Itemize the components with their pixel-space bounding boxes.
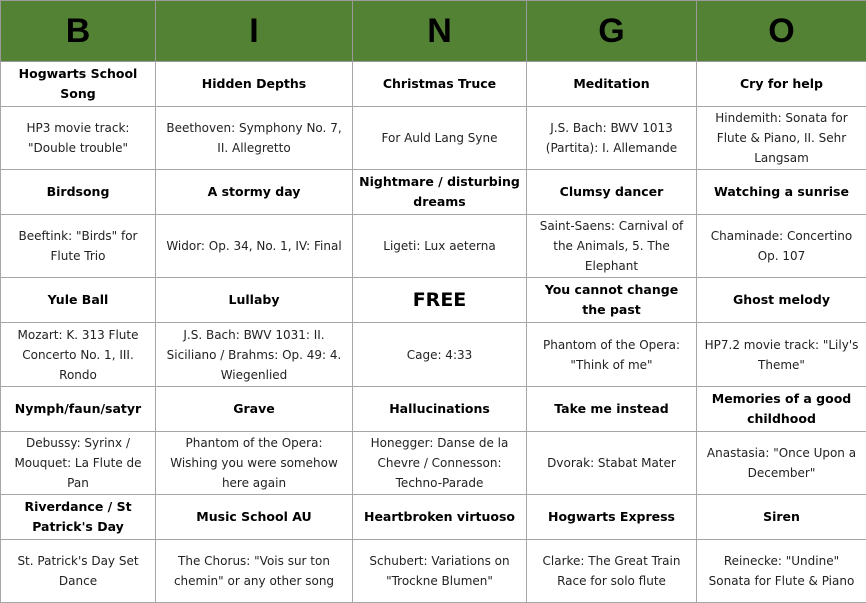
prompt-row-4 <box>1 386 866 431</box>
answer-row-1 <box>1 107 866 170</box>
prompt-cell[interactable]: Birdsong <box>1 170 156 215</box>
answer-row-5 <box>1 539 866 602</box>
answer-cell[interactable]: J.S. Bach: BWV 1013 (Partita): I. Allemande <box>527 107 697 170</box>
answer-cell[interactable]: Mozart: K. 313 Flute Concerto No. 1, III. Rondo <box>1 323 156 386</box>
prompt-row-1 <box>1 62 866 107</box>
prompt-cell[interactable]: Riverdance / St Patrick's Day <box>1 494 156 539</box>
answer-row-3 <box>1 323 866 386</box>
answer-cell[interactable]: J.S. Bach: BWV 1031: II. Siciliano / Brahms: Op. 49: 4. Wiegenlied <box>156 323 353 386</box>
answer-cell[interactable]: Honegger: Danse de la Chevre / Connesson: Techno-Parade <box>353 431 527 494</box>
answer-cell[interactable]: Clarke: The Great Train Race for solo flute <box>527 539 697 602</box>
header-letter-b: B <box>1 1 156 62</box>
prompt-cell[interactable]: Christmas Truce <box>353 62 527 107</box>
prompt-cell[interactable]: Yule Ball <box>1 278 156 323</box>
answer-cell[interactable]: Anastasia: "Once Upon a December" <box>697 431 866 494</box>
header-row <box>1 1 866 62</box>
prompt-cell[interactable]: Hogwarts School Song <box>1 62 156 107</box>
header-letter-o: O <box>697 1 866 62</box>
answer-row-2 <box>1 215 866 278</box>
answer-cell[interactable]: Phantom of the Opera: Wishing you were somehow here again <box>156 431 353 494</box>
prompt-cell[interactable]: Memories of a good childhood <box>697 386 866 431</box>
prompt-cell[interactable]: Hogwarts Express <box>527 494 697 539</box>
answer-cell[interactable]: Hindemith: Sonata for Flute & Piano, II. Sehr Langsam <box>697 107 866 170</box>
prompt-cell[interactable]: Meditation <box>527 62 697 107</box>
answer-cell[interactable]: Reinecke: "Undine" Sonata for Flute & Piano <box>697 539 866 602</box>
prompt-cell[interactable]: Heartbroken virtuoso <box>353 494 527 539</box>
prompt-cell[interactable]: You cannot change the past <box>527 278 697 323</box>
answer-cell[interactable]: HP7.2 movie track: "Lily's Theme" <box>697 323 866 386</box>
answer-cell[interactable]: Chaminade: Concertino Op. 107 <box>697 215 866 278</box>
prompt-cell[interactable]: Lullaby <box>156 278 353 323</box>
prompt-cell[interactable]: Hidden Depths <box>156 62 353 107</box>
answer-cell[interactable]: Cage: 4:33 <box>353 323 527 386</box>
free-space-cell[interactable]: FREE <box>353 278 527 323</box>
answer-row-4 <box>1 431 866 494</box>
answer-cell[interactable]: Dvorak: Stabat Mater <box>527 431 697 494</box>
header-letter-g: G <box>527 1 697 62</box>
prompt-cell[interactable]: A stormy day <box>156 170 353 215</box>
answer-cell[interactable]: Beethoven: Symphony No. 7, II. Allegretto <box>156 107 353 170</box>
prompt-cell[interactable]: Ghost melody <box>697 278 866 323</box>
answer-cell[interactable]: Debussy: Syrinx / Mouquet: La Flute de Pan <box>1 431 156 494</box>
prompt-row-5 <box>1 494 866 539</box>
prompt-row-2 <box>1 170 866 215</box>
answer-cell[interactable]: Phantom of the Opera: "Think of me" <box>527 323 697 386</box>
answer-cell[interactable]: Widor: Op. 34, No. 1, IV: Final <box>156 215 353 278</box>
answer-cell[interactable]: Saint-Saens: Carnival of the Animals, 5. The Elephant <box>527 215 697 278</box>
prompt-cell[interactable]: Clumsy dancer <box>527 170 697 215</box>
header-letter-i: I <box>156 1 353 62</box>
prompt-cell[interactable]: Cry for help <box>697 62 866 107</box>
answer-cell[interactable]: St. Patrick's Day Set Dance <box>1 539 156 602</box>
answer-cell[interactable]: Ligeti: Lux aeterna <box>353 215 527 278</box>
prompt-cell[interactable]: Siren <box>697 494 866 539</box>
answer-cell[interactable]: Schubert: Variations on "Trockne Blumen" <box>353 539 527 602</box>
prompt-cell[interactable]: Grave <box>156 386 353 431</box>
prompt-cell[interactable]: Nymph/faun/satyr <box>1 386 156 431</box>
prompt-cell[interactable]: Hallucinations <box>353 386 527 431</box>
answer-cell[interactable]: Beeftink: "Birds" for Flute Trio <box>1 215 156 278</box>
answer-cell[interactable]: For Auld Lang Syne <box>353 107 527 170</box>
prompt-cell[interactable]: Nightmare / disturbing dreams <box>353 170 527 215</box>
prompt-cell[interactable]: Music School AU <box>156 494 353 539</box>
header-letter-n: N <box>353 1 527 62</box>
answer-cell[interactable]: The Chorus: "Vois sur ton chemin" or any other song <box>156 539 353 602</box>
prompt-row-3 <box>1 278 866 323</box>
prompt-cell[interactable]: Watching a sunrise <box>697 170 866 215</box>
answer-cell[interactable]: HP3 movie track: "Double trouble" <box>1 107 156 170</box>
prompt-cell[interactable]: Take me instead <box>527 386 697 431</box>
